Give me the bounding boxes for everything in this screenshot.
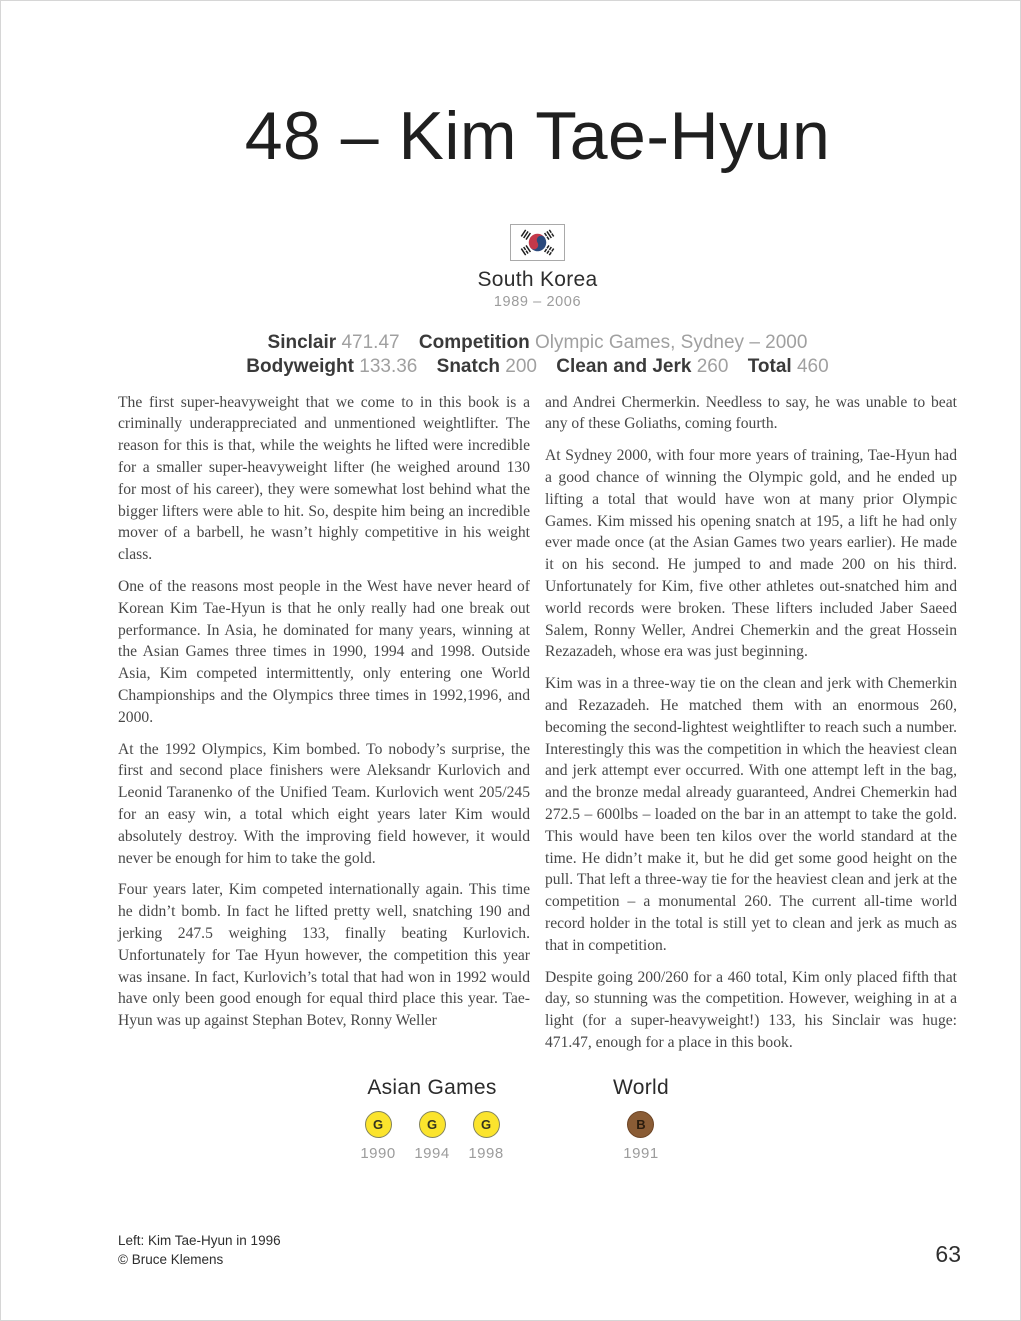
paragraph: At the 1992 Olympics, Kim bombed. To nobody’s surprise, the first and second place finishers were Aleksandr Kurlovich and Leonid Taranenko of the Unified Team. Kurlovich went 205/245 for an easy win, a total which eight years later Kim would absolutely destroy. With the improving field however, it would never be enough for him to take the gold.: [118, 740, 530, 867]
medal-group-title: World: [613, 1075, 669, 1099]
paragraph: One of the reasons most people in the West have never heard of Korean Kim Tae-Hyun is that he only really had one break out performance. In Asia, he dominated for many years, winning at the Asian Games three times in 1990, 1994 and 1998. Outside Asia, Kim competed intermittently, only entering one World Championships and the Olympics three times in 1992,1996, and 2000.: [118, 577, 530, 726]
page-number: 63: [935, 1241, 961, 1267]
stat-bodyweight: Bodyweight 133.36: [246, 355, 418, 377]
medal-group-asian-games: [351, 1076, 513, 1162]
medal-year: 1990: [360, 1144, 396, 1162]
stat-clean-and-jerk: Clean and Jerk 260: [556, 355, 729, 377]
article-body: [118, 392, 957, 1054]
medal-row: [351, 1111, 513, 1138]
article-left-column: [118, 392, 530, 1054]
paragraph: Four years later, Kim competed internationally again. This time he didn’t bomb. In fact he lifted pretty well, snatching 190 and jerking 247.5 weighing 133, finally beating Kurlovich. Unfortunately for Tae Hyun however, the competition this year was insane. In fact, Kurlovich’s total that had won in 1992 would have only been good enough for equal third place this year. Tae-Hyun was up against Stephan Botev, Ronny Weller: [118, 881, 530, 1030]
medal-year-row: [614, 1145, 668, 1162]
article-right-column: [545, 392, 957, 1054]
gold-medal-icon: G: [473, 1111, 500, 1138]
medal-year-row: [351, 1145, 513, 1162]
medal-year: 1991: [623, 1144, 659, 1162]
medal-cell: [459, 1111, 513, 1138]
medal-year: 1998: [468, 1144, 504, 1162]
medal-row: [614, 1111, 668, 1138]
medal-cell: [614, 1111, 668, 1138]
paragraph: and Andrei Chermerkin. Needless to say, he was unable to beat any of these Goliaths, coming fourth.: [545, 393, 957, 433]
medal-cell: [405, 1111, 459, 1138]
photo-caption: [118, 1231, 281, 1269]
stat-total: Total 460: [747, 355, 829, 377]
bronze-medal-icon: B: [627, 1111, 654, 1138]
stat-snatch: Snatch 200: [436, 355, 537, 377]
gold-medal-icon: G: [419, 1111, 446, 1138]
paragraph: Despite going 200/260 for a 460 total, Kim only placed fifth that day, so stunning was the competition. However, weighing in at a light (for a super-heavyweight!) 133, his Sinclair was huge: 471.47, enough for a place in this book.: [545, 968, 957, 1051]
medal-group-world: [613, 1076, 669, 1162]
flag-container: [118, 224, 957, 261]
stat-sinclair: Sinclair 471.47: [267, 331, 400, 353]
page-title: 48 – Kim Tae-Hyun: [244, 98, 831, 174]
paragraph: The first super-heavyweight that we come to in this book is a criminally underappreciated and unmentioned weightlifter. The reason for this is that, while the weights he lifted were incredible for a smaller super-heavyweight lifter (he weighed around 130 for most of his career), they were somewhat lost behind what the bigger lifters were able to hit. So, despite him being an incredible mover of a barbell, he wasn’t highly competitive in his weight class.: [118, 393, 530, 564]
country-name: South Korea: [477, 267, 598, 291]
career-years: 1989 – 2006: [493, 293, 582, 310]
medals-section: [118, 1076, 957, 1162]
paragraph: At Sydney 2000, with four more years of training, Tae-Hyun had a good chance of winning the Olympic gold, and he ended up lifting a total that would have won at many prior Olympic Games. Kim missed his opening snatch at 195, a lift he had only ever made once (at the Asian Games two years earlier). He made it on his second. He jumped to and made 200 on his third. Unfortunately for Kim, five other athletes out-snatched him and world records were broken. These lifters included Jaber Saeed Salem, Ronny Weller, Andrei Chemerkin and the great Hossein Rezazadeh, whose era was just beginning.: [545, 447, 957, 661]
medal-year: 1994: [414, 1144, 450, 1162]
gold-medal-icon: G: [365, 1111, 392, 1138]
photo-caption-line1: Left: Kim Tae-Hyun in 1996: [118, 1233, 281, 1248]
stats-block: [118, 331, 957, 379]
south-korea-flag-icon: [510, 224, 565, 261]
paragraph: Kim was in a three-way tie on the clean and jerk with Chemerkin and Rezazadeh. He matched them with an enormous 260, becoming the second-lightest weightlifter to reach such a number. Interestingly this was the competition in which the heaviest clean and jerk attempt ever occurred. With one attempt left in the bag, and the bronze medal already guaranteed, Andrei Chemerkin had 272.5 – 600lbs – loaded on the bar in an attempt to take the gold. This would have been ten kilos over the world standard at the time. He didn’t make it, but he did get some good height on the pull. That left a three-way tie for the heaviest clean and jerk at the competition – a monumental 260. The current all-time world record holder in the total is still yet to clean and jerk as much as that in competition.: [545, 675, 957, 954]
stat-competition: Competition Olympic Games, Sydney – 2000: [418, 331, 808, 353]
stats-line-1: [118, 331, 957, 355]
photo-caption-line2: © Bruce Klemens: [118, 1252, 224, 1267]
page-content: [1, 96, 1020, 1162]
medal-cell: [351, 1111, 405, 1138]
stats-line-2: [118, 355, 957, 379]
medal-group-title: Asian Games: [367, 1075, 497, 1099]
